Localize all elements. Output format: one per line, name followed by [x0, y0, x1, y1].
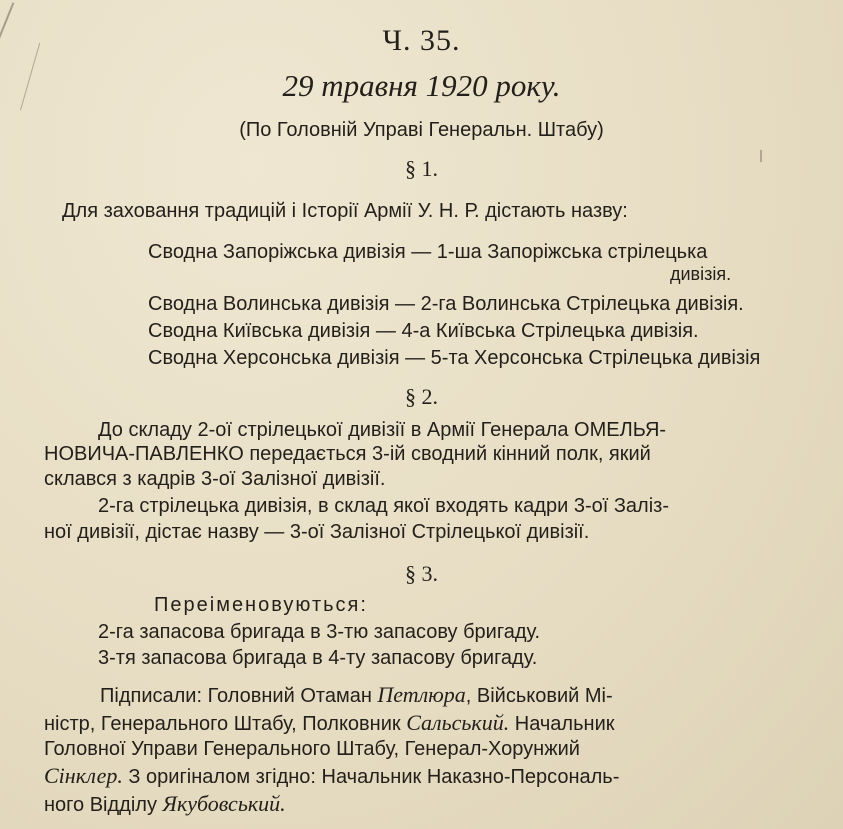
signature-salskyi: Сальський.	[406, 710, 510, 735]
section-2-para-line: До складу 2-ої стрілецької дивізії в Армії Генерала ОМЕЛЬЯ-	[98, 419, 667, 441]
section-2-para-line: ної дивізії, дістає назву — 3-ої Залізної Стрілецької дивізії.	[44, 521, 590, 543]
section-1-item: Сводна Волинська дивізія — 2-га Волинська Стрілецька дивізія.	[148, 293, 744, 315]
signatures-line-3: Головної Управи Генерального Штабу, Генерал-Хорунжий	[44, 738, 580, 760]
order-number: Ч. 35.	[382, 24, 461, 57]
signatures-text: , Військовий Мі-	[465, 685, 613, 707]
order-issuer: (По Головній Управі Генеральн. Штабу)	[239, 119, 604, 141]
signatures-text: ністр, Генерального Штабу, Полковник	[44, 713, 407, 735]
order-date: 29 травня 1920 року.	[282, 68, 561, 103]
section-1-mark: § 1.	[405, 156, 438, 181]
signatures-text: З оригіналом згідно: Начальник Наказно-Персональ-	[122, 766, 620, 788]
section-3-item: 2-га запасова бригада в 3-тю запасову бригаду.	[98, 621, 541, 643]
section-3-item: 3-тя запасова бригада в 4-ту запасову бригаду.	[98, 647, 538, 669]
signatures-text: Підписали: Головний Отаман	[100, 685, 378, 707]
signatures-text: Начальник	[509, 713, 615, 735]
section-1-intro: Для заховання традицій і Історії Армії У. Н. Р. дістають назву:	[62, 200, 628, 222]
signatures-line-4	[44, 765, 619, 787]
section-3-mark: § 3.	[405, 561, 438, 586]
signatures-text: ного Відділу	[44, 794, 163, 816]
section-1-item: Сводна Київська дивізія — 4-а Київська Стрілецька дивізія.	[148, 320, 699, 342]
signature-sinkler: Сінклер.	[44, 763, 123, 788]
signatures-line-1	[100, 684, 613, 706]
section-3-intro: Переіменовуються:	[154, 594, 368, 616]
signature-yakubovskyi: Якубовський.	[162, 791, 286, 816]
section-1-item: Сводна Херсонська дивізія — 5-та Херсонська Стрілецька дивізія	[148, 347, 761, 369]
section-2-para-line: склався з кадрів 3-ої Залізної дивізії.	[44, 468, 386, 490]
section-2-para-line: 2-га стрілецька дивізія, в склад якої входять кадри 3-ої Заліз-	[98, 495, 669, 517]
section-2-para-line: НОВИЧА-ПАВЛЕНКО передається 3-ій сводний кінний полк, який	[44, 443, 651, 465]
signatures-line-5	[44, 793, 286, 815]
signatures-line-2	[44, 712, 615, 734]
section-2-mark: § 2.	[405, 384, 438, 409]
section-1-item-cont: дивізія.	[670, 264, 732, 284]
section-1-item: Сводна Запоріжська дивізія — 1-ша Запоріжська стрілецька	[148, 241, 708, 263]
signature-petliura: Петлюра	[377, 682, 466, 707]
